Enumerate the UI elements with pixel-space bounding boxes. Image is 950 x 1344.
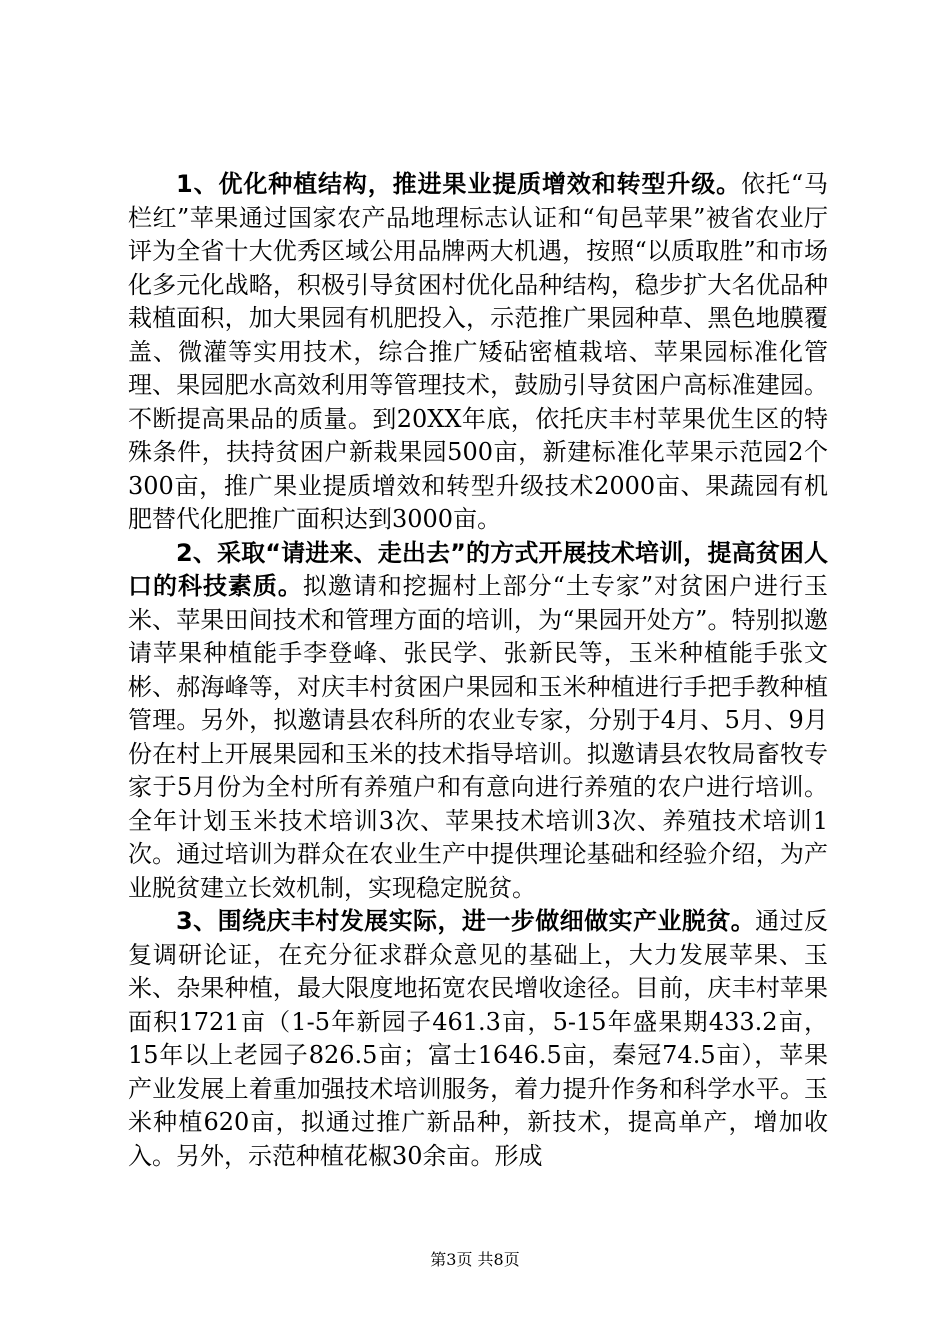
paragraph-1-text: 依托“马栏红”苹果通过国家农产品地理标志认证和“旬邑苹果”被省农业厅评为全省十大优秀区域公用品牌两大机遇，按照“以质取胜”和市场化多元化战略，积极引导贫困村优化品种结构，稳步扩大名优品种栽植面积，加大果园有机肥投入，示范推广果园种草、黑色地膜覆盖、微灌等实用技术，综合推广矮砧密植栽培、苹果园标准化管理、果园肥水高效利用等管理技术，鼓励引导贫困户高标准建园。不断提高果品的质量。到20XX年底，依托庆丰村苹果优生区的特殊条件，扶持贫困户新栽果园500亩，新建标准化苹果示范园2个300亩，推广果业提质增效和转型升级技术2000亩、果蔬园有机肥替代化肥推广面积达到3000亩。: [128, 170, 828, 533]
paragraph-2: [128, 537, 828, 906]
paragraph-1: [128, 168, 828, 537]
paragraph-3-text: 通过反复调研论证，在充分征求群众意见的基础上，大力发展苹果、玉米、杂果种植，最大限度地拓宽农民增收途径。目前，庆丰村苹果面积1721亩（1-5年新园子461.3亩，5-15年盛果期433.2亩，15年以上老园子826.5亩；富士1646.5亩，秦冠74.5亩），苹果产业发展上着重加强技术培训服务，着力提升作务和科学水平。玉米种植620亩，拟通过推广新品种，新技术，提高单产，增加收入。另外，示范种植花椒30余亩。形成: [128, 907, 829, 1170]
paragraph-3: [128, 905, 828, 1173]
paragraph-2-text: 拟邀请和挖掘村上部分“土专家”对贫困户进行玉米、苹果田间技术和管理方面的培训，为“果园开处方”。特别拟邀请苹果种植能手李登峰、张民学、张新民等，玉米种植能手张文彬、郝海峰等，对庆丰村贫困户果园和玉米种植进行手把手教种植管理。另外，拟邀请县农科所的农业专家，分别于4月、5月、9月份在村上开展果园和玉米的技术指导培训。拟邀请县农牧局畜牧专家于5月份为全村所有养殖户和有意向进行养殖的农户进行培训。全年计划玉米技术培训3次、苹果技术培训3次、养殖技术培训1次。通过培训为群众在农业生产中提供理论基础和经验介绍，为产业脱贫建立长效机制，实现稳定脱贫。: [128, 572, 829, 902]
paragraph-2-heading: 2、采取“请进来、走出去”的方式开展技术培训，提高贫困人口的科技素质。: [128, 538, 828, 600]
page-footer: 第3页 共8页: [430, 1250, 520, 1269]
paragraph-3-heading: 3、围绕庆丰村发展实际，进一步做细做实产业脱贫。: [176, 907, 756, 935]
document-body: [128, 168, 828, 1173]
paragraph-1-heading: 1、优化种植结构，推进果业提质增效和转型升级。: [176, 170, 742, 198]
